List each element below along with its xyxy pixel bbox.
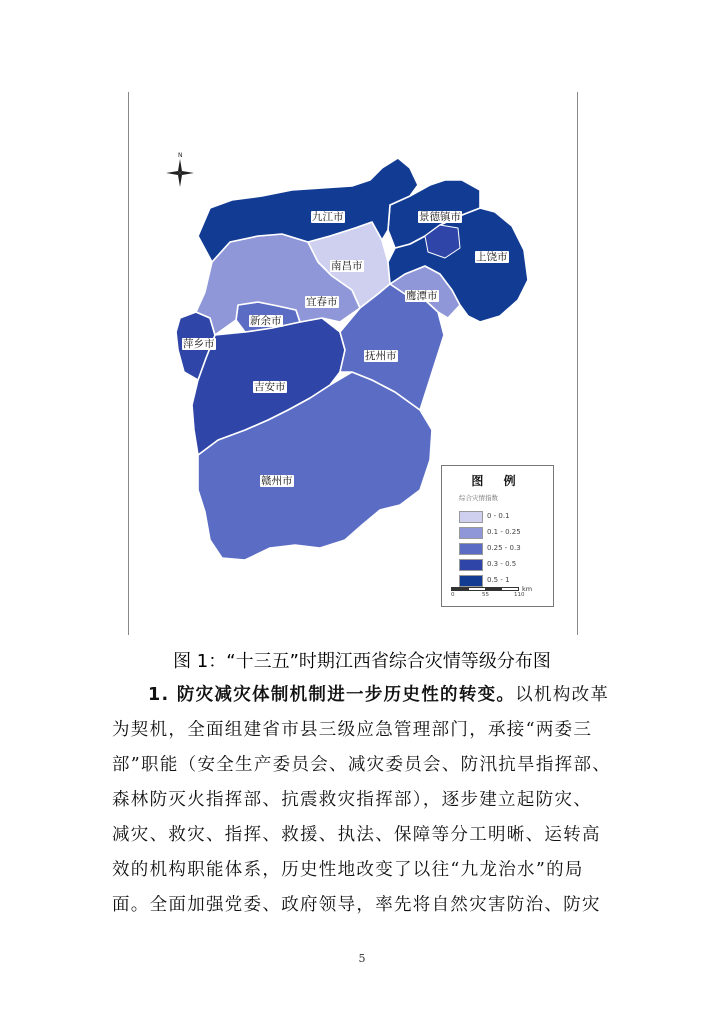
label-jiujiang: 九江市 — [312, 211, 344, 223]
label-fuzhou: 抚州市 — [365, 350, 397, 362]
scale-label: 110 — [514, 592, 525, 598]
legend-item — [459, 511, 549, 523]
paragraph-line: 部”职能（安全生产委员会、减灾委员会、防汛抗旱指挥部、 — [112, 755, 612, 775]
body-paragraph — [112, 678, 616, 923]
legend-swatch — [459, 543, 483, 555]
paragraph-text: 以机构改革 — [515, 685, 610, 705]
legend-range: 0 - 0.1 — [487, 512, 510, 520]
paragraph-line — [112, 678, 616, 713]
label-yingtan: 鹰潭市 — [406, 290, 438, 302]
legend-item — [459, 527, 549, 539]
paragraph-lead-heading: 1. 防灾减灾体制机制进一步历史性的转变。 — [148, 685, 516, 705]
legend-swatch — [459, 511, 483, 523]
paragraph-line: 为契机，全面组建省市县三级应急管理部门，承接“两委三 — [112, 720, 593, 740]
label-jian: 吉安市 — [254, 381, 286, 393]
legend-item — [459, 575, 549, 587]
legend-swatch — [459, 575, 483, 587]
label-yichun: 宜春市 — [306, 296, 338, 308]
label-xinyu: 新余市 — [250, 315, 282, 327]
figure-frame-right — [577, 92, 578, 635]
scale-unit: km — [522, 585, 533, 593]
paragraph-line: 森林防灭火指挥部、抗震救灾指挥部），逐步建立起防灾、 — [112, 790, 593, 810]
paragraph-line: 减灾、救灾、指挥、救援、执法、保障等分工明晰、运转高 — [112, 825, 601, 845]
scale-bar — [451, 587, 519, 591]
legend-range: 0.3 - 0.5 — [487, 560, 517, 568]
legend-swatch — [459, 559, 483, 571]
legend-swatch — [459, 527, 483, 539]
legend-range: 0.1 - 0.25 — [487, 528, 521, 536]
legend-item — [459, 543, 549, 555]
scale-label: 55 — [482, 592, 489, 598]
page-number: 5 — [358, 952, 366, 965]
legend-subtitle: 综合灾情指数 — [459, 494, 498, 502]
legend-item — [459, 559, 549, 571]
paragraph-line: 效的机构职能体系，历史性地改变了以往“九龙治水”的局 — [112, 860, 584, 880]
label-pingxiang: 萍乡市 — [183, 338, 215, 350]
legend-range: 0.5 - 1 — [487, 576, 510, 584]
label-jingdezhen: 景德镇市 — [419, 211, 461, 223]
scale-label: 0 — [451, 592, 455, 598]
compass-n-letter: N — [178, 152, 183, 159]
figure-frame-left — [128, 92, 129, 635]
paragraph-line: 面。全面加强党委、政府领导，率先将自然灾害防治、防灾 — [112, 895, 601, 915]
label-nanchang: 南昌市 — [331, 260, 363, 272]
label-ganzhou: 赣州市 — [261, 475, 293, 487]
legend-range: 0.25 - 0.3 — [487, 544, 521, 552]
figure-caption: 图 1：“十三五”时期江西省综合灾情等级分布图 — [173, 651, 551, 672]
map-legend — [441, 465, 554, 607]
label-shangrao: 上饶市 — [476, 251, 508, 263]
legend-title: 图 例 — [471, 474, 524, 488]
